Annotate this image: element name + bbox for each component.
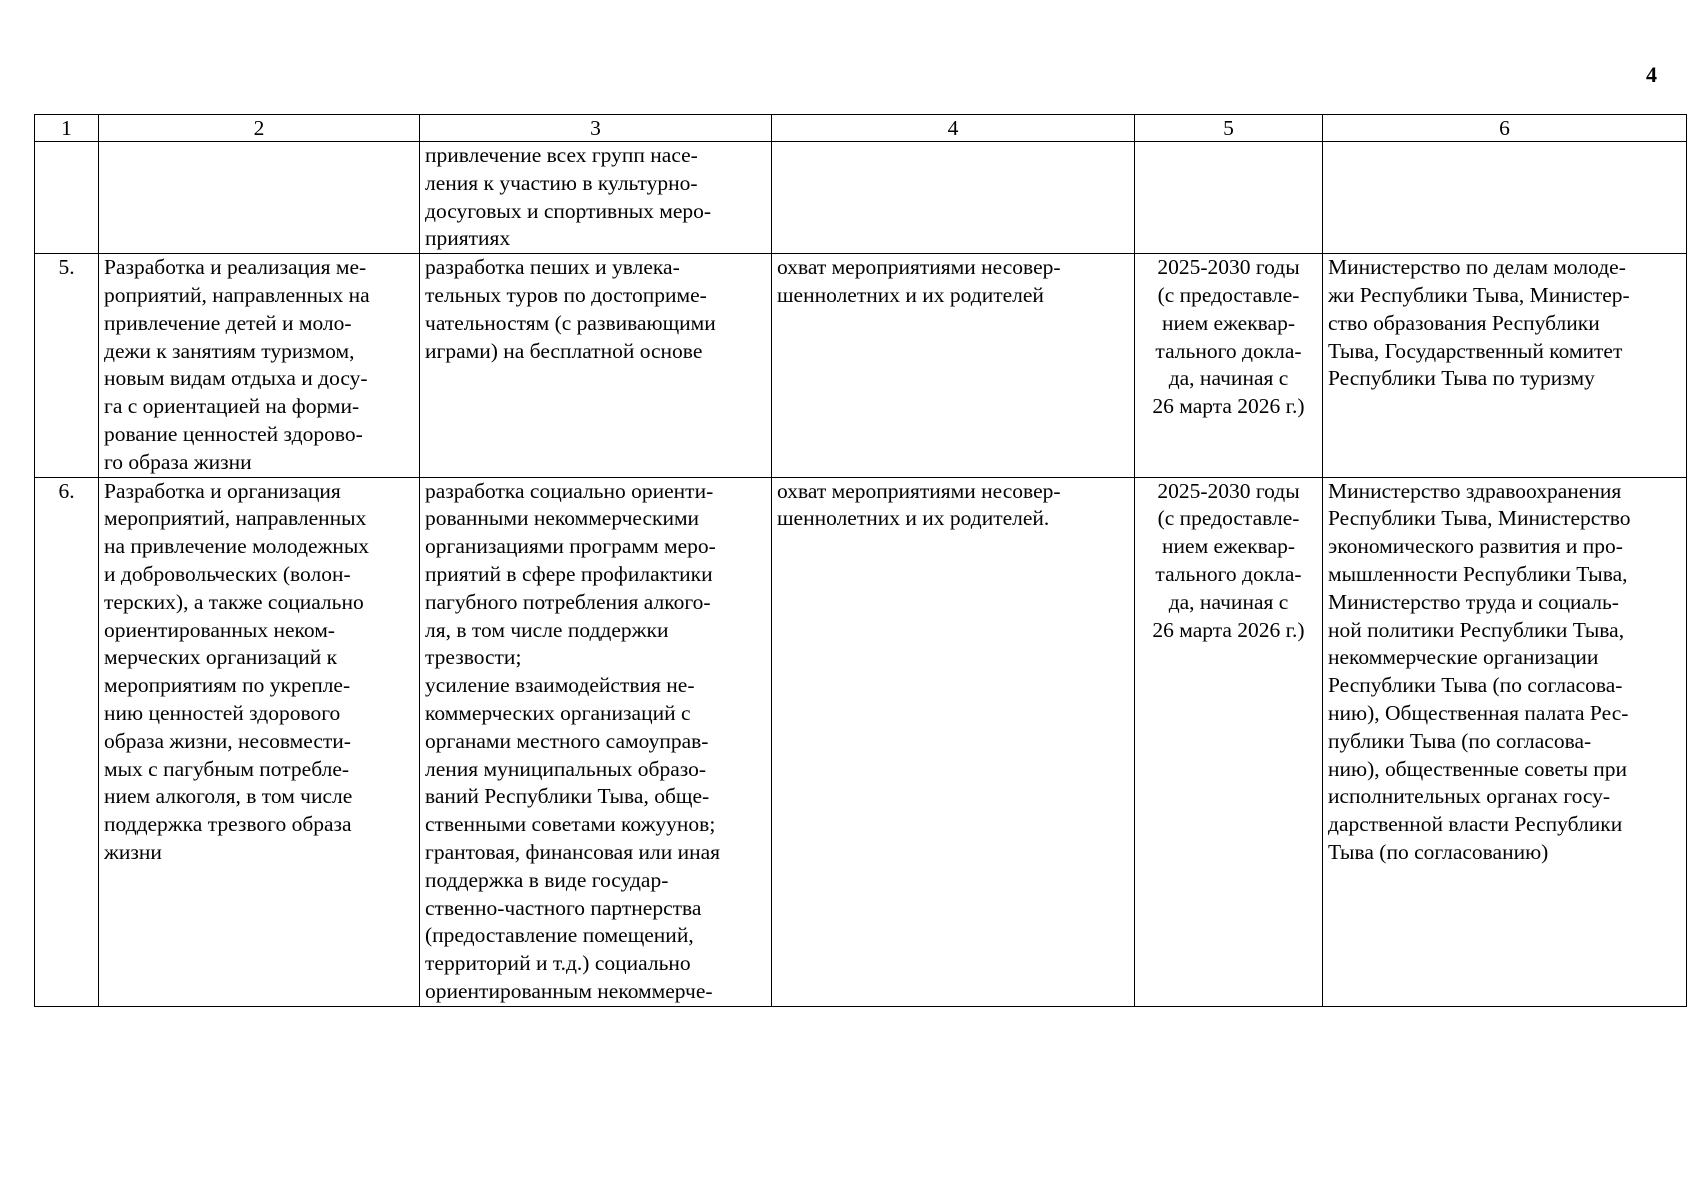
content-paragraph [425, 672, 766, 839]
text-line: ления муниципальных образо- [425, 756, 707, 781]
text-line: Республики Тыва (по согласова- [1328, 673, 1623, 698]
text-line: мерческих организаций к [104, 645, 338, 670]
text-line: 2025-2030 годы [1157, 255, 1300, 280]
text-line: мероприятий, направленных [104, 506, 367, 531]
column-number-3: 3 [420, 115, 772, 142]
text-line: экономического развития и про- [1328, 534, 1623, 559]
row-number-cell: 6. [35, 477, 99, 1006]
text-line: Министерство здравоохранения [1328, 478, 1622, 503]
text-line: мых с пагубным потребле- [104, 756, 350, 781]
text-line: 26 марта 2026 г.) [1152, 394, 1305, 419]
page-number: 4 [1646, 62, 1657, 87]
executor-cell [1323, 254, 1687, 477]
content-paragraph [425, 254, 766, 365]
text-line: Разработка и реализация ме- [104, 255, 367, 280]
text-line: ориентированных неком- [104, 617, 335, 642]
table-row-continuation [35, 142, 1687, 254]
content-cell [420, 254, 772, 477]
text-line: (с предоставле- [1157, 282, 1300, 307]
indicator-cell [772, 142, 1135, 254]
text-line: роприятий, направленных на [104, 282, 370, 307]
text-line: дежи к занятиям туризмом, [104, 338, 355, 363]
text-line: пагубного потребления алкого- [425, 589, 711, 614]
content-cell [420, 477, 772, 1006]
text-line: го образа жизни [104, 449, 252, 474]
content-paragraph [425, 839, 766, 1006]
text-line: территорий и т.д.) социально [425, 951, 691, 976]
column-number-6: 6 [1323, 115, 1687, 142]
text-line: дарственной власти Республики [1328, 812, 1623, 837]
text-line: ваний Республики Тыва, обще- [425, 784, 710, 809]
column-number-1: 1 [35, 115, 99, 142]
text-line: Тыва, Государственный комитет [1328, 338, 1623, 363]
text-line: ство образования Республики [1328, 310, 1600, 335]
text-line: чательностям (с развивающими [425, 310, 716, 335]
text-line: терских), а также социально [104, 589, 364, 614]
text-line: органами местного самоуправ- [425, 728, 709, 753]
activities-table [34, 114, 1687, 1007]
text-line: исполнительных органах госу- [1328, 784, 1611, 809]
text-line: нию ценностей здорового [104, 700, 341, 725]
text-line: тального докла- [1155, 338, 1302, 363]
text-line: усиление взаимодействия не- [425, 673, 695, 698]
text-line: 26 марта 2026 г.) [1152, 617, 1305, 642]
text-line: некоммерческие организации [1328, 645, 1599, 670]
text-line: (предоставление помещений, [425, 923, 694, 948]
text-line: охват мероприятиями несовер- [777, 255, 1061, 280]
text-line: нию), Общественная палата Рес- [1328, 700, 1629, 725]
text-line: разработка социально ориенти- [425, 478, 714, 503]
text-line: охват мероприятиями несовер- [777, 478, 1061, 503]
text-line: на привлечение молодежных [104, 534, 370, 559]
period-cell [1135, 477, 1323, 1006]
text-line: мышленности Республики Тыва, [1328, 561, 1628, 586]
indicator-cell [772, 477, 1135, 1006]
column-number-4: 4 [772, 115, 1135, 142]
text-line: ля, в том числе поддержки [425, 617, 669, 642]
activity-cell [99, 477, 420, 1006]
text-line: (с предоставле- [1157, 506, 1300, 531]
text-line: жизни [104, 839, 162, 864]
table-header-row [35, 115, 1687, 142]
table-row-6 [35, 477, 1687, 1006]
text-line: нием алкоголя, в том числе [104, 784, 353, 809]
activity-cell [99, 142, 420, 254]
column-number-2: 2 [99, 115, 420, 142]
text-line: ственными советами кожуунов; [425, 812, 716, 837]
text-line: ления к участию в культурно- [425, 170, 698, 195]
text-line: рование ценностей здорово- [104, 421, 363, 446]
text-line: мероприятиям по укрепле- [104, 673, 351, 698]
column-number-5: 5 [1135, 115, 1323, 142]
text-line: организациями программ меро- [425, 534, 716, 559]
text-line: поддержка трезвого образа [104, 812, 352, 837]
text-line: играми) на бесплатной основе [425, 338, 703, 363]
text-line: ориентированным некоммерче- [425, 978, 713, 1003]
text-line: привлечение всех групп насе- [425, 143, 698, 167]
text-line: поддержка в виде государ- [425, 867, 669, 892]
period-cell [1135, 254, 1323, 477]
text-line: га с ориентацией на форми- [104, 394, 360, 419]
text-line: нием ежеквар- [1162, 534, 1295, 559]
text-line: публики Тыва (по согласова- [1328, 728, 1592, 753]
indicator-cell [772, 254, 1135, 477]
activity-cell [99, 254, 420, 477]
text-line: ной политики Республики Тыва, [1328, 617, 1625, 642]
text-line: рованными некоммерческими [425, 506, 700, 531]
period-cell [1135, 142, 1323, 254]
text-line: Тыва (по согласованию) [1328, 839, 1549, 864]
text-line: шеннолетних и их родителей. [777, 506, 1050, 531]
text-line: нию), общественные советы при [1328, 756, 1628, 781]
text-line: шеннолетних и их родителей [777, 282, 1044, 307]
content-cell [420, 142, 772, 254]
text-line: и добровольческих (волон- [104, 561, 351, 586]
text-line: Республики Тыва по туризму [1328, 366, 1595, 391]
text-line: разработка пеших и увлека- [425, 255, 680, 280]
text-line: грантовая, финансовая или иная [425, 839, 721, 864]
text-line: Министерство труда и социаль- [1328, 589, 1619, 614]
executor-cell [1323, 142, 1687, 254]
text-line: да, начиная с [1168, 589, 1289, 614]
text-line: новым видам отдыха и досу- [104, 366, 368, 391]
text-line: нием ежеквар- [1162, 310, 1295, 335]
text-line: тального докла- [1155, 561, 1302, 586]
table-row-5 [35, 254, 1687, 477]
executor-cell [1323, 477, 1687, 1006]
text-line: приятиях [425, 226, 511, 251]
content-paragraph [425, 478, 766, 673]
text-line: Разработка и организация [104, 478, 341, 503]
text-line: привлечение детей и моло- [104, 310, 352, 335]
text-line: тельных туров по достоприме- [425, 282, 707, 307]
content-paragraph [425, 142, 766, 253]
text-line: трезвости; [425, 645, 522, 670]
row-number-cell [35, 142, 99, 254]
text-line: 2025-2030 годы [1157, 478, 1300, 503]
row-number-cell: 5. [35, 254, 99, 477]
text-line: образа жизни, несовмести- [104, 728, 351, 753]
text-line: приятий в сфере профилактики [425, 561, 713, 586]
text-line: Министерство по делам молоде- [1328, 255, 1626, 280]
text-line: ственно-частного партнерства [425, 895, 702, 920]
text-line: Республики Тыва, Министерство [1328, 506, 1631, 531]
text-line: жи Республики Тыва, Министер- [1328, 282, 1630, 307]
text-line: коммерческих организаций с [425, 700, 691, 725]
text-line: да, начиная с [1168, 366, 1289, 391]
text-line: досуговых и спортивных меро- [425, 198, 712, 223]
